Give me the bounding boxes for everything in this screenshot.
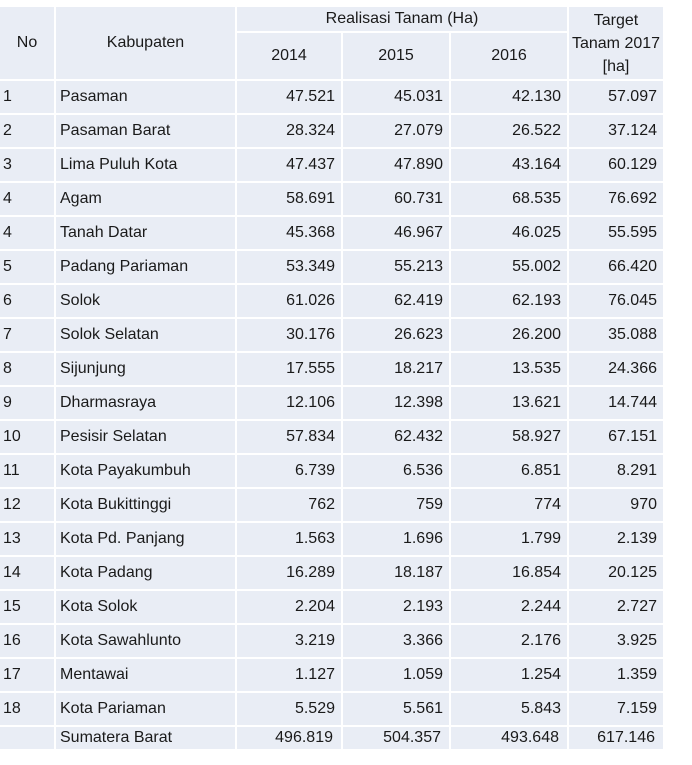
header-kabupaten: Kabupaten	[56, 7, 235, 79]
total-target: 617.146	[569, 727, 663, 749]
cell-kabupaten: Agam	[56, 183, 235, 215]
cell-target: 2.727	[569, 591, 663, 623]
table-row	[0, 387, 663, 419]
table-row	[0, 251, 663, 283]
cell-target: 76.692	[569, 183, 663, 215]
table-row	[0, 693, 663, 725]
cell-2014: 1.127	[237, 659, 341, 691]
cell-2014: 47.437	[237, 149, 341, 181]
cell-2014: 30.176	[237, 319, 341, 351]
cell-2015: 45.031	[343, 81, 449, 113]
cell-2015: 18.187	[343, 557, 449, 589]
cell-2016: 13.621	[451, 387, 567, 419]
total-label: Sumatera Barat	[56, 727, 235, 749]
cell-2015: 18.217	[343, 353, 449, 385]
cell-no: 18	[0, 693, 54, 725]
cell-target: 20.125	[569, 557, 663, 589]
cell-2015: 55.213	[343, 251, 449, 283]
cell-no: 5	[0, 251, 54, 283]
cell-2014: 53.349	[237, 251, 341, 283]
cell-target: 76.045	[569, 285, 663, 317]
cell-2016: 58.927	[451, 421, 567, 453]
cell-target: 67.151	[569, 421, 663, 453]
cell-2016: 43.164	[451, 149, 567, 181]
cell-target: 37.124	[569, 115, 663, 147]
cell-2014: 17.555	[237, 353, 341, 385]
cell-kabupaten: Padang Pariaman	[56, 251, 235, 283]
cell-2014: 47.521	[237, 81, 341, 113]
cell-2015: 26.623	[343, 319, 449, 351]
cell-target: 1.359	[569, 659, 663, 691]
cell-kabupaten: Tanah Datar	[56, 217, 235, 249]
cell-2014: 2.204	[237, 591, 341, 623]
cell-2016: 1.799	[451, 523, 567, 555]
cell-no: 17	[0, 659, 54, 691]
table-row	[0, 353, 663, 385]
cell-2015: 1.696	[343, 523, 449, 555]
cell-2016: 1.254	[451, 659, 567, 691]
cell-2014: 61.026	[237, 285, 341, 317]
table-row	[0, 149, 663, 181]
cell-2015: 62.432	[343, 421, 449, 453]
cell-2016: 42.130	[451, 81, 567, 113]
cell-kabupaten: Mentawai	[56, 659, 235, 691]
cell-target: 35.088	[569, 319, 663, 351]
cell-target: 14.744	[569, 387, 663, 419]
header-target-line3: [ha]	[602, 57, 630, 75]
cell-target: 24.366	[569, 353, 663, 385]
cell-2014: 3.219	[237, 625, 341, 657]
cell-kabupaten: Kota Payakumbuh	[56, 455, 235, 487]
header-row-top	[0, 7, 663, 31]
cell-2015: 47.890	[343, 149, 449, 181]
cell-2015: 27.079	[343, 115, 449, 147]
cell-kabupaten: Solok	[56, 285, 235, 317]
cell-no: 14	[0, 557, 54, 589]
cell-target: 3.925	[569, 625, 663, 657]
cell-target: 55.595	[569, 217, 663, 249]
cell-target: 970	[569, 489, 663, 521]
cell-2014: 5.529	[237, 693, 341, 725]
cell-no: 8	[0, 353, 54, 385]
cell-2016: 26.200	[451, 319, 567, 351]
cell-kabupaten: Pesisir Selatan	[56, 421, 235, 453]
cell-no: 15	[0, 591, 54, 623]
total-2014: 496.819	[237, 727, 341, 749]
cell-2014: 762	[237, 489, 341, 521]
cell-no: 3	[0, 149, 54, 181]
table-row	[0, 557, 663, 589]
cell-kabupaten: Kota Sawahlunto	[56, 625, 235, 657]
cell-2015: 6.536	[343, 455, 449, 487]
cell-2015: 1.059	[343, 659, 449, 691]
cell-kabupaten: Kota Bukittinggi	[56, 489, 235, 521]
table-row	[0, 183, 663, 215]
cell-2015: 5.561	[343, 693, 449, 725]
cell-target: 60.129	[569, 149, 663, 181]
cell-2016: 16.854	[451, 557, 567, 589]
cell-2015: 3.366	[343, 625, 449, 657]
cell-2016: 774	[451, 489, 567, 521]
table-row	[0, 115, 663, 147]
cell-2016: 26.522	[451, 115, 567, 147]
cell-2016: 6.851	[451, 455, 567, 487]
cell-2016: 2.244	[451, 591, 567, 623]
cell-no: 12	[0, 489, 54, 521]
cell-2015: 12.398	[343, 387, 449, 419]
cell-2014: 12.106	[237, 387, 341, 419]
cell-no: 10	[0, 421, 54, 453]
cell-no: 11	[0, 455, 54, 487]
cell-2014: 16.289	[237, 557, 341, 589]
header-2015: 2015	[343, 33, 449, 79]
table-row	[0, 489, 663, 521]
total-2015: 504.357	[343, 727, 449, 749]
cell-2015: 62.419	[343, 285, 449, 317]
cell-no: 4	[0, 183, 54, 215]
cell-2016: 68.535	[451, 183, 567, 215]
table-row	[0, 421, 663, 453]
cell-target: 7.159	[569, 693, 663, 725]
table-row	[0, 455, 663, 487]
cell-kabupaten: Kota Pd. Panjang	[56, 523, 235, 555]
cell-2016: 62.193	[451, 285, 567, 317]
header-2016: 2016	[451, 33, 567, 79]
cell-2016: 2.176	[451, 625, 567, 657]
cell-2014: 57.834	[237, 421, 341, 453]
cell-2016: 46.025	[451, 217, 567, 249]
cell-kabupaten: Solok Selatan	[56, 319, 235, 351]
cell-2014: 45.368	[237, 217, 341, 249]
table-row	[0, 319, 663, 351]
total-2016: 493.648	[451, 727, 567, 749]
cell-kabupaten: Pasaman	[56, 81, 235, 113]
cell-2016: 55.002	[451, 251, 567, 283]
cell-2014: 58.691	[237, 183, 341, 215]
cell-2015: 759	[343, 489, 449, 521]
cell-no: 1	[0, 81, 54, 113]
table-row	[0, 81, 663, 113]
cell-no: 2	[0, 115, 54, 147]
table-row	[0, 625, 663, 657]
planting-table	[0, 5, 665, 751]
cell-no: 6	[0, 285, 54, 317]
cell-kabupaten: Sijunjung	[56, 353, 235, 385]
table-row	[0, 523, 663, 555]
cell-2014: 6.739	[237, 455, 341, 487]
cell-2015: 46.967	[343, 217, 449, 249]
cell-kabupaten: Kota Padang	[56, 557, 235, 589]
cell-target: 2.139	[569, 523, 663, 555]
table-row	[0, 285, 663, 317]
cell-2015: 60.731	[343, 183, 449, 215]
table-row	[0, 591, 663, 623]
cell-2015: 2.193	[343, 591, 449, 623]
cell-no: 16	[0, 625, 54, 657]
header-2014: 2014	[237, 33, 341, 79]
cell-kabupaten: Kota Solok	[56, 591, 235, 623]
cell-no: 9	[0, 387, 54, 419]
cell-2014: 28.324	[237, 115, 341, 147]
cell-target: 57.097	[569, 81, 663, 113]
cell-target: 8.291	[569, 455, 663, 487]
cell-no: 7	[0, 319, 54, 351]
cell-2016: 5.843	[451, 693, 567, 725]
header-target-line1: Target	[593, 11, 639, 29]
cell-kabupaten: Dharmasraya	[56, 387, 235, 419]
total-no-cell	[0, 727, 54, 749]
header-target	[569, 7, 663, 79]
cell-2016: 13.535	[451, 353, 567, 385]
cell-2014: 1.563	[237, 523, 341, 555]
cell-no: 4	[0, 217, 54, 249]
cell-target: 66.420	[569, 251, 663, 283]
cell-kabupaten: Pasaman Barat	[56, 115, 235, 147]
header-target-line2: Tanam 2017	[571, 34, 661, 52]
cell-kabupaten: Kota Pariaman	[56, 693, 235, 725]
table-row	[0, 659, 663, 691]
header-no: No	[0, 7, 54, 79]
cell-no: 13	[0, 523, 54, 555]
header-realisasi: Realisasi Tanam (Ha)	[237, 7, 567, 31]
cell-kabupaten: Lima Puluh Kota	[56, 149, 235, 181]
table-row	[0, 217, 663, 249]
total-row	[0, 727, 663, 749]
